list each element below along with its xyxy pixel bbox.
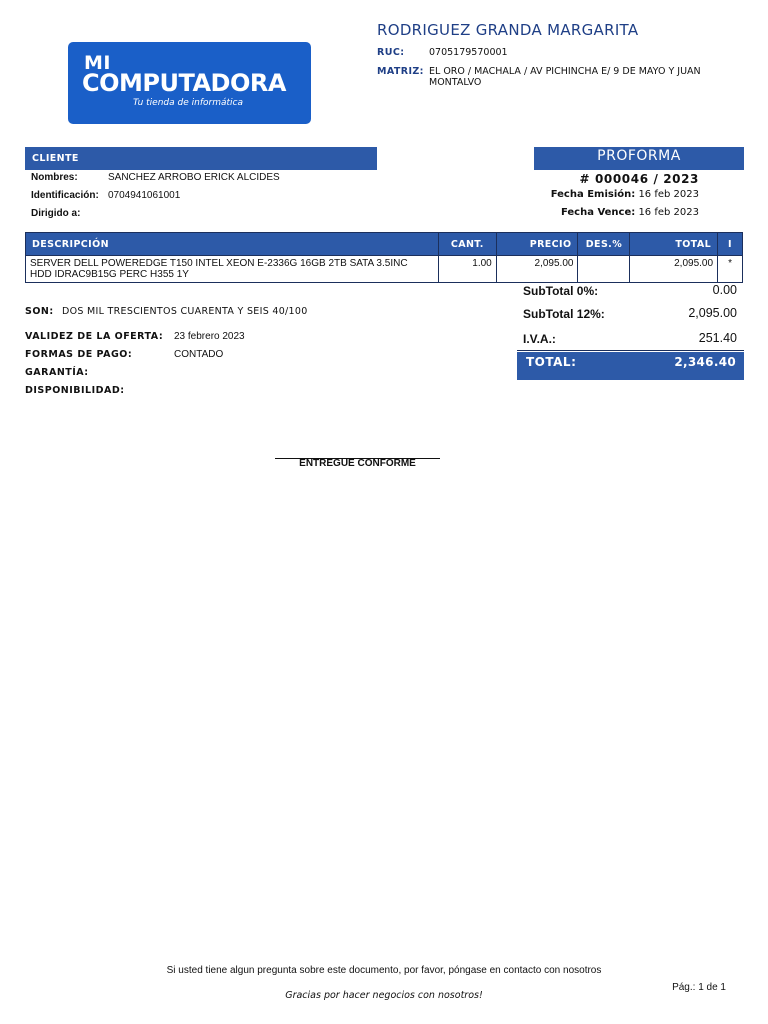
iva-label: I.V.A.: xyxy=(523,332,556,346)
col-cantidad: CANT. xyxy=(438,233,496,256)
subtotal0-label: SubTotal 0%: xyxy=(523,284,599,298)
matriz-line1: EL ORO / MACHALA / AV PICHINCHA E/ 9 DE MAYO Y JUAN xyxy=(429,66,701,77)
pago-label: FORMAS DE PAGO: xyxy=(25,349,133,360)
total-value: 2,346.40 xyxy=(674,355,736,369)
fecha-vence-label: Fecha Vence: xyxy=(560,207,636,218)
fecha-vence-value: 16 feb 2023 xyxy=(638,207,699,218)
page-number: Pág.: 1 de 1 xyxy=(672,982,726,993)
logo-line1: MI xyxy=(84,52,111,74)
subtotal12-value: 2,095.00 xyxy=(688,306,737,320)
identificacion-label: Identificación: xyxy=(31,190,99,201)
proforma-title: PROFORMA xyxy=(597,148,681,164)
item-total: 2,095.00 xyxy=(630,256,718,283)
company-name: RODRIGUEZ GRANDA MARGARITA xyxy=(377,21,639,39)
item-precio: 2,095.00 xyxy=(496,256,578,283)
subtotal0-value: 0.00 xyxy=(712,283,737,297)
item-descripcion-line2: HDD IDRAC9B15G PERC H355 1Y xyxy=(30,269,189,280)
fecha-emision-value: 16 feb 2023 xyxy=(638,189,699,200)
item-cantidad: 1.00 xyxy=(438,256,496,283)
validez-label: VALIDEZ DE LA OFERTA: xyxy=(25,331,164,342)
table-row xyxy=(26,256,743,283)
iva-value: 251.40 xyxy=(698,331,737,345)
client-header-bar xyxy=(25,147,377,170)
items-header-row xyxy=(26,233,743,256)
col-descripcion: DESCRIPCIÓN xyxy=(26,233,439,256)
identificacion-value: 0704941061001 xyxy=(108,190,181,201)
total-bar xyxy=(517,352,744,380)
subtotal12-label: SubTotal 12%: xyxy=(523,307,605,321)
client-header: CLIENTE xyxy=(32,153,79,164)
col-descuento: DES.% xyxy=(578,233,630,256)
matriz-label: MATRIZ: xyxy=(377,66,424,77)
total-divider xyxy=(517,350,744,351)
ruc-value: 0705179570001 xyxy=(429,47,508,58)
logo-tagline: Tu tienda de informática xyxy=(133,98,243,108)
dirigido-label: Dirigido a: xyxy=(31,208,81,219)
footer-contact-text: Si usted tiene algun pregunta sobre este documento, por favor, póngase en contacto con nosotros xyxy=(166,965,602,976)
disponibilidad-label: DISPONIBILIDAD: xyxy=(25,385,125,396)
footer-thanks-text: Gracias por hacer negocios con nosotros! xyxy=(285,990,483,1001)
garantia-label: GARANTÍA: xyxy=(25,367,89,378)
col-i: I xyxy=(718,233,743,256)
total-label: TOTAL: xyxy=(526,355,577,369)
logo-line2: COMPUTADORA xyxy=(82,69,286,97)
item-descripcion xyxy=(26,256,439,283)
proforma-number: # 000046 / 2023 xyxy=(579,172,699,186)
item-descuento xyxy=(578,256,630,283)
pago-value: CONTADO xyxy=(174,349,224,360)
nombres-label: Nombres: xyxy=(31,172,78,183)
son-value: DOS MIL TRESCIENTOS CUARENTA Y SEIS 40/100 xyxy=(62,306,308,317)
son-label: SON: xyxy=(25,306,54,317)
items-table xyxy=(25,232,743,283)
signature-label: ENTREGUE CONFORME xyxy=(299,458,416,469)
col-total: TOTAL xyxy=(630,233,718,256)
fecha-vence-row xyxy=(561,207,699,218)
proforma-title-bar xyxy=(534,147,744,170)
matriz-line2: MONTALVO xyxy=(429,77,482,88)
item-i: * xyxy=(718,256,743,283)
fecha-emision-label: Fecha Emisión: xyxy=(550,189,636,200)
nombres-value: SANCHEZ ARROBO ERICK ALCIDES xyxy=(108,172,280,183)
col-precio: PRECIO xyxy=(496,233,578,256)
item-descripcion-line1: SERVER DELL POWEREDGE T150 INTEL XEON E-2336G 16GB 2TB SATA 3.5INC xyxy=(30,258,408,269)
fecha-emision-row xyxy=(551,189,699,200)
validez-value: 23 febrero 2023 xyxy=(174,331,245,342)
company-logo xyxy=(68,42,311,124)
ruc-label: RUC: xyxy=(377,47,405,58)
